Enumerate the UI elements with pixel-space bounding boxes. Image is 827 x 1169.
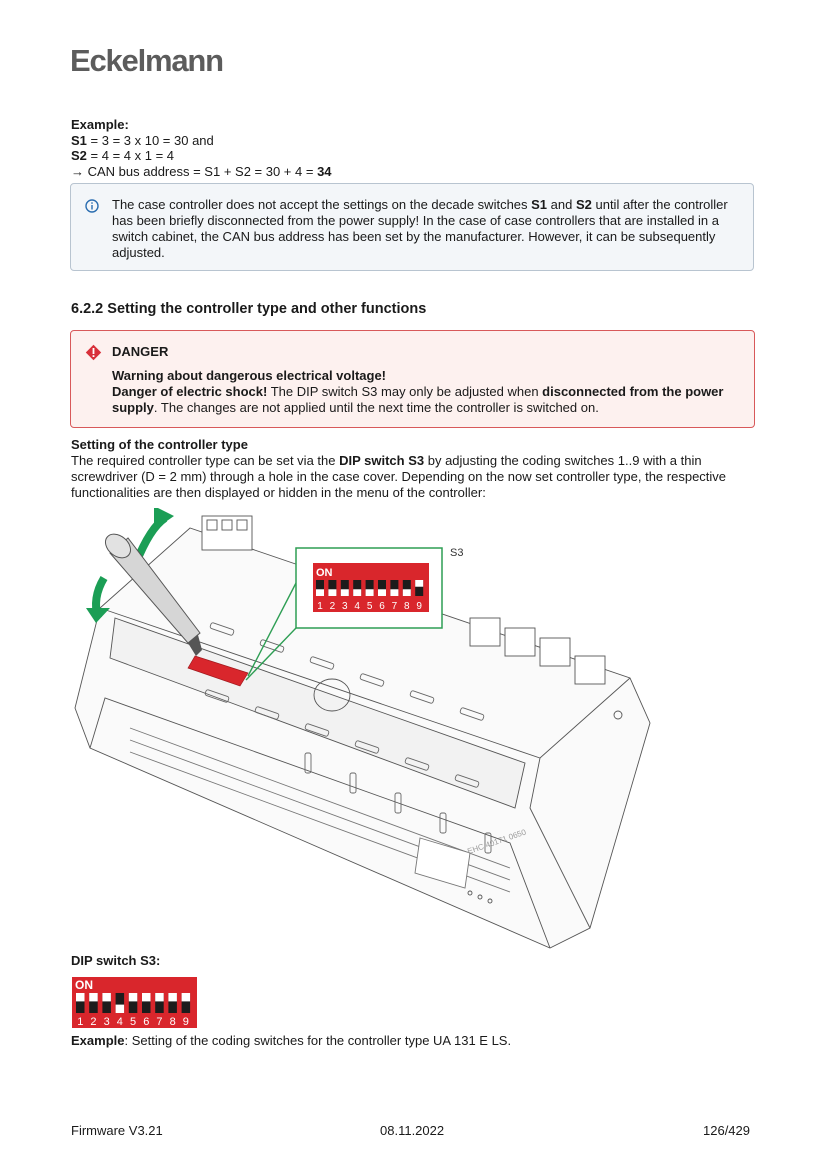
example-result-text: → CAN bus address = S1 + S2 = 30 + 4 = (71, 163, 318, 179)
footer-page: 126/429 (703, 1123, 750, 1138)
dip-switch-number: 4 (354, 601, 360, 612)
example-s2-text: = 4 = 4 x 1 = 4 (86, 148, 174, 163)
dip-switch-number: 9 (416, 601, 422, 612)
dip-switch-lever (182, 993, 191, 1001)
dip-switch-lever (168, 993, 177, 1001)
dip-on-label: ON (75, 978, 93, 992)
controller-illustration (70, 508, 660, 953)
dip-switch-number: 8 (169, 1016, 176, 1028)
dip-switch-lever (328, 589, 336, 596)
section-heading: 6.2.2 Setting the controller type and other functions (71, 301, 427, 317)
board-marking: EHC 40171 0650 (466, 827, 528, 857)
dip-switch-number: 6 (379, 601, 385, 612)
dip-switch-number: 9 (182, 1016, 189, 1028)
dip-switch-lever (102, 993, 111, 1001)
danger-title: DANGER (112, 344, 169, 359)
dip-switch-lever (378, 589, 386, 596)
example-result-value: 34 (317, 163, 332, 179)
dip-switch-s3 (72, 977, 197, 1028)
dip-switch-lever (116, 1005, 125, 1013)
info-note-text: The case controller does not accept the settings on the decade switches S1 and S2 until after the controller has been briefly disconnected from the power supply! In the case of case controllers that are installed in a switch cabinet, the CAN bus address has been set by the manufacturer. However, it can be subsequently adjusted. (112, 197, 728, 260)
dip-switch-lever (390, 589, 398, 596)
dip-switch-lever (89, 993, 98, 1001)
dip-switch-lever (155, 993, 164, 1001)
controller-type-paragraph: The required controller type can be set via the DIP switch S3 by adjusting the coding switches 1..9 with a thin screwdriver (D = 2 mm) through a hole in the case cover. Depending on the now set controller type, the respective functionalities are then displayed or hidden in the menu of the controller: (71, 453, 727, 500)
example-s1-label: S1 (71, 132, 87, 148)
danger-notice (70, 330, 755, 428)
dip-switch-number: 1 (317, 601, 323, 612)
dip-switch-number: 4 (116, 1016, 123, 1028)
dip-switch-number: 2 (329, 601, 336, 612)
dip-switch-lever (353, 589, 361, 596)
dip-switch-number: 5 (129, 1016, 137, 1028)
footer-date: 08.11.2022 (380, 1123, 445, 1138)
dip-switch-lever (403, 589, 411, 596)
dip-switch-lever (76, 993, 85, 1001)
dip-switch-number: 5 (366, 601, 373, 612)
rotate-arrow-head-icon (154, 508, 174, 530)
dip-switch-heading: DIP switch S3: (71, 953, 161, 968)
dip-switch-number: 3 (342, 601, 348, 612)
dip-switch-number: 6 (143, 1016, 150, 1028)
danger-text: Warning about dangerous electrical voltage! Danger of electric shock! The DIP switch S3 may only be adjusted when disconnected from the power supply. The changes are not applied until the next time the controller is switched on. (112, 368, 724, 415)
dip-switch-number: 3 (103, 1016, 110, 1028)
callout-label: S3 (450, 547, 464, 559)
callout-on-label: ON (316, 567, 333, 579)
address-example (71, 117, 761, 179)
footer-firmware: Firmware V3.21 (71, 1123, 163, 1138)
dip-switch-number: 1 (77, 1016, 84, 1028)
info-note (70, 183, 754, 271)
dip-switch-number: 7 (391, 601, 398, 612)
example-title: Example: (71, 117, 129, 132)
dip-switch-number: 7 (156, 1016, 163, 1028)
brand-logo: Eckelmann (70, 43, 223, 78)
info-icon (85, 199, 99, 213)
dip-switch-number: 2 (90, 1016, 97, 1028)
dip-switch-lever (366, 589, 374, 596)
danger-icon (85, 344, 102, 361)
example-caption: Example: Setting of the coding switches for the controller type UA 131 E LS. (71, 1033, 512, 1048)
example-s1-text: = 3 = 3 x 10 = 30 and (86, 132, 214, 148)
example-s2-label: S2 (71, 148, 87, 163)
dip-switch-lever (129, 993, 138, 1001)
controller-type-heading: Setting of the controller type (71, 437, 248, 452)
dip-switch-number: 8 (404, 601, 410, 612)
dip-switch-lever (415, 580, 423, 587)
dip-switch-lever (341, 589, 349, 596)
dip-switch-lever (316, 589, 324, 596)
dip-switch-lever (142, 993, 151, 1001)
